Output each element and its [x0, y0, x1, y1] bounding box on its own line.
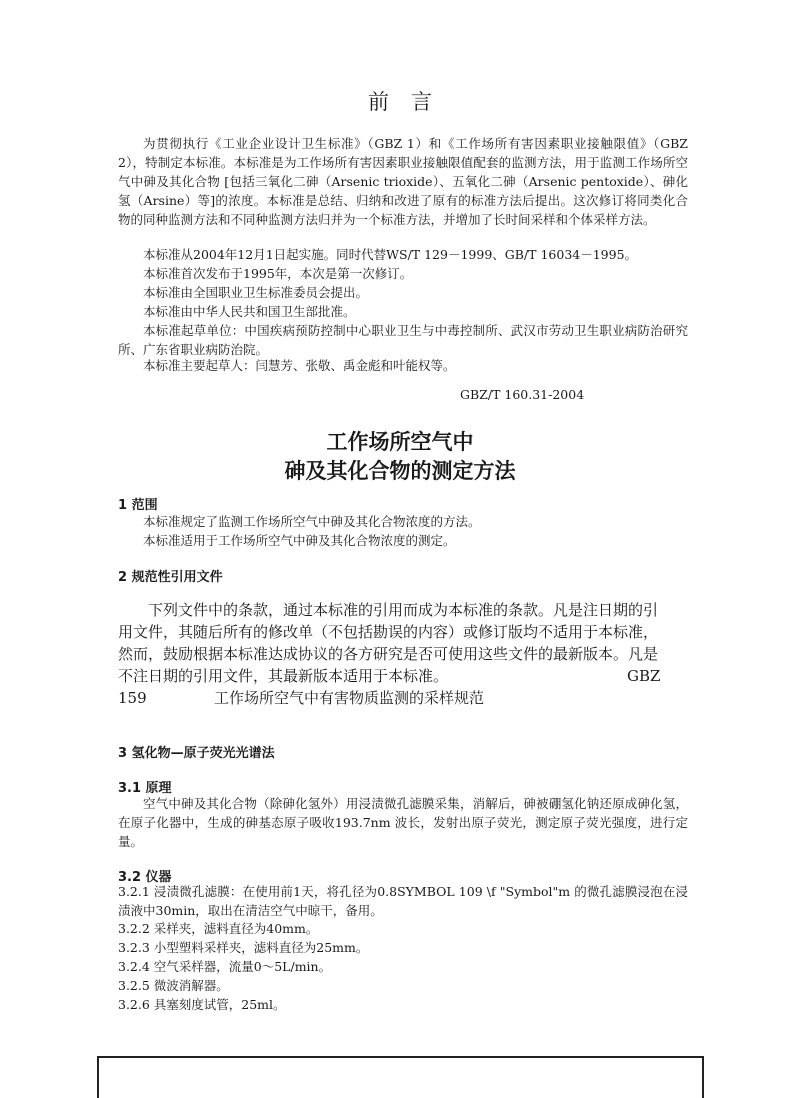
preface-paragraph-7: 本标准主要起草人：闫慧芳、张敬、禹金彪和叶能权等。	[143, 358, 456, 373]
preface-paragraph-4: 本标准由全国职业卫生标准委员会提出。	[143, 285, 369, 300]
section-3-1-heading: 3.1 原理	[118, 781, 172, 796]
preface-paragraph-3: 本标准首次发布于1995年，本次是第一次修订。	[143, 266, 413, 281]
section-2-heading: 2 规范性引用文件	[118, 570, 223, 585]
instrument-item: 3.2.2 采样夹，滤料直径为40mm。	[118, 921, 319, 936]
instrument-item: 3.2.6 具塞刻度试管，25ml。	[118, 997, 286, 1012]
instrument-item: 3.2.5 微波消解器。	[118, 978, 229, 993]
standard-code: GBZ/T 160.31-2004	[460, 387, 585, 402]
section-2-paragraph: 下列文件中的条款，通过本标准的引用而成为本标准的条款。凡是注日期的引用文件，其随后所有的修改单（不包括勘误的内容）或修订版均不适用于本标准，然而，鼓励根据本标准达成协议的各方研究是否可使用这些文件的最新版本。凡是不注日期的引用文件，其最新版本适用于本标准。	[118, 601, 659, 685]
section-3-heading: 3 氢化物—原子荧光光谱法	[118, 746, 275, 761]
section-1-line-1: 本标准规定了监测工作场所空气中砷及其化合物浓度的方法。	[143, 514, 481, 529]
section-3-1-paragraph: 空气中砷及其化合物（除砷化氢外）用浸渍微孔滤膜采集，消解后，砷被硼氢化钠还原成砷化氢，在原子化器中，生成的砷基态原子吸收193.7nm 波长，发射出原子荧光，测定原子荧光强度，进行定量。	[118, 796, 688, 849]
preface-paragraph-2: 本标准从2004年12月1日起实施。同时代替WS/T 129－1999、GB/T 16034－1995。	[143, 247, 638, 262]
main-title-line-2: 砷及其化合物的测定方法	[284, 459, 516, 483]
section-1-heading: 1 范围	[118, 498, 158, 513]
preface-paragraph-6: 本标准起草单位：中国疾病预防控制中心职业卫生与中毒控制所、武汉市劳动卫生职业病防治研究所、广东省职业病防治院。	[118, 323, 688, 357]
reference-code-number: 159	[118, 689, 147, 707]
main-title-line-1: 工作场所空气中	[326, 430, 474, 454]
preface-title: 前言	[368, 90, 454, 114]
section-3-2-heading: 3.2 仪器	[118, 870, 172, 885]
reference-code-prefix: GBZ	[627, 667, 661, 685]
bottom-frame	[97, 1056, 704, 1098]
instrument-item: 3.2.1 浸渍微孔滤膜：在使用前1天，将孔径为0.8SYMBOL 109 \f "Symbol"m 的微孔滤膜浸泡在浸渍液中30min，取出在清洁空气中晾干，备用。	[118, 884, 688, 918]
reference-title: 工作场所空气中有害物质监测的采样规范	[214, 689, 485, 707]
instrument-item: 3.2.4 空气采样器，流量0～5L/min。	[118, 959, 332, 974]
preface-paragraph-1: 为贯彻执行《工业企业设计卫生标准》（GBZ 1）和《工作场所有害因素职业接触限值》（GBZ 2），特制定本标准。本标准是为工作场所有害因素职业接触限值配套的监测方法，用于监测工作场所空气中砷及其化合物 [包括三氧化二砷（Arsenic trioxide）、五氧化二砷（Arsenic pentoxide）、砷化氢（Arsine）等]的浓度。本标准是总结、归纳和改进了原有的标准方法后提出。这次修订将同类化合物的同种监测方法和不同种监测方法归并为一个标准方法，并增加了长时间采样和个体采样方法。	[118, 136, 688, 227]
section-1-line-2: 本标准适用于工作场所空气中砷及其化合物浓度的测定。	[143, 533, 456, 548]
instrument-item: 3.2.3 小型塑料采样夹，滤料直径为25mm。	[118, 940, 369, 955]
preface-paragraph-5: 本标准由中华人民共和国卫生部批准。	[143, 304, 356, 319]
